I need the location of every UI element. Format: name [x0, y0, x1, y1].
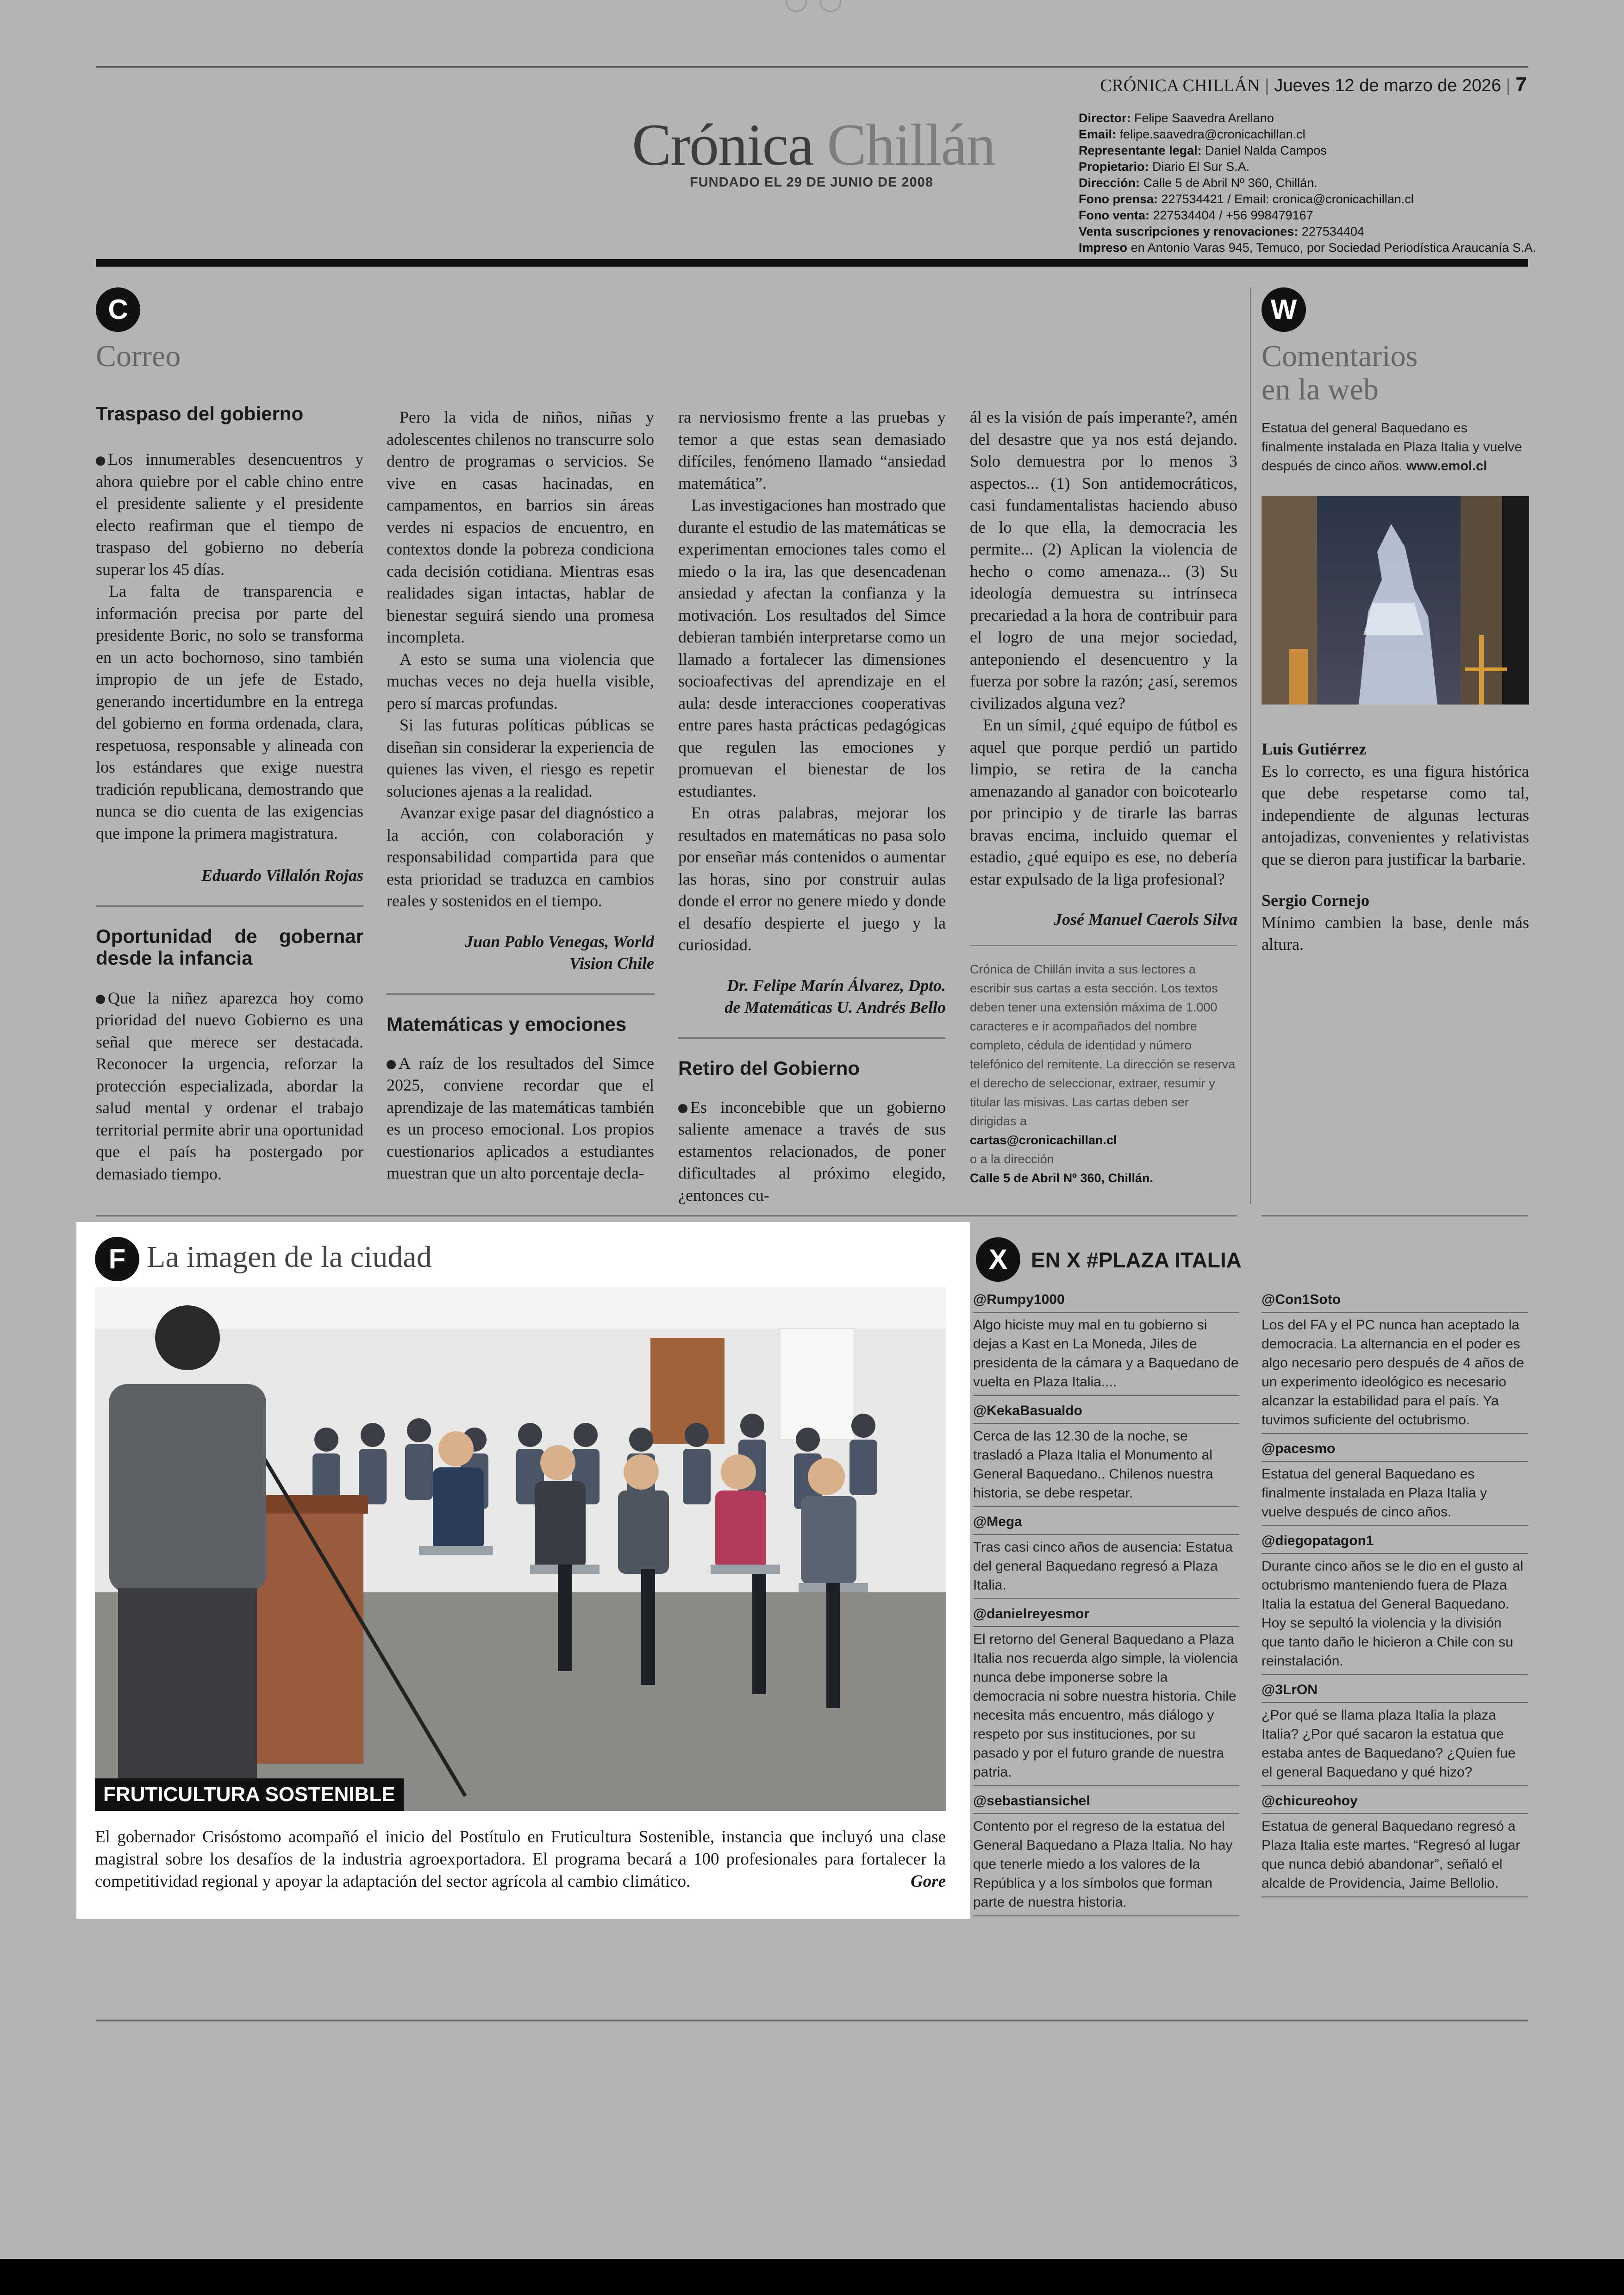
photo-credit: Gore [910, 1872, 946, 1891]
staff-info-line [1079, 240, 1536, 256]
x-post [1262, 1291, 1528, 1434]
x-post [1262, 1681, 1528, 1786]
x-post-handle[interactable]: @diegopatagon1 [1262, 1532, 1528, 1554]
staff-info [1079, 110, 1536, 256]
x-post-handle[interactable]: @Mega [973, 1513, 1239, 1535]
x-post-text: El retorno del General Baquedano a Plaza Italia nos recuerda algo simple, la violencia nunca debe imponerse sobre la democracia ni sobre nuestra historia. Chile necesita más encuentro, más diálogo y respeto por sus instituciones, por su pasado y por el futuro grande de nuestra patria. [973, 1632, 1238, 1780]
letter-text: En otras palabras, mejorar los resultados en matemáticas no pasa solo por enseñar más contenidos o aumentar las horas, sino por construir aulas donde el error no genere miedo y donde el desafío despierte el juego y la curiosidad. [678, 804, 946, 954]
correo-col-1 [96, 403, 363, 1185]
correo-badge: C [96, 287, 140, 332]
x-post-handle[interactable]: @3LrON [1262, 1681, 1528, 1703]
x-posts-right [1262, 1291, 1528, 1903]
web-comments [1262, 419, 1529, 476]
staff-info-value: 227534421 / Email: cronica@cronicachillan.cl [1161, 192, 1414, 206]
staff-info-label: Director: [1079, 111, 1131, 125]
x-post-text: Tras casi cinco años de ausencia: Estatua del general Baquedano regresó a Plaza Italia. [973, 1540, 1233, 1593]
staff-info-label: Propietario: [1079, 160, 1149, 174]
staff-info-label: Fono prensa: [1079, 192, 1158, 206]
letter-text: Que la niñez aparezca hoy como prioridad del nuevo Gobierno es una señal que merece ser destacada. Reconocer la urgencia, reforzar la protección especializada, abordar la salud mental y ordenar el trabajo territorial permite abrir una oportunidad que el país ha postergado por demasiado tiempo. [96, 988, 363, 1183]
staff-info-label: Email: [1079, 127, 1117, 141]
masthead-logo [632, 111, 995, 179]
correo-col-2 [387, 406, 654, 1185]
letter-heading: Matemáticas y emociones [387, 1013, 627, 1035]
x-post-divider [1262, 1433, 1528, 1434]
photo-caption-text: El gobernador Crisóstomo acompañó el inicio del Postítulo en Fruticultura Sostenible, instancia que incluyó una clase magistral sobre los desafíos de la industria agroexportadora. El programa becará a 100 profesionales para fortalecer la competitividad regional y apoyar la adaptación del sector agrícola al cambio climático. [95, 1827, 946, 1891]
staff-info-line [1079, 207, 1536, 224]
page-number: 7 [1515, 73, 1527, 96]
correo-title: Correo [96, 339, 181, 373]
commenter-name: Luis Gutiérrez [1262, 740, 1367, 758]
letter-text: Avanzar exige pasar del diagnóstico a la acción, con colaboración y responsabilidad compartida para que esta prioridad se traduzca en cambios reales y sostenidos en el tiempo. [387, 804, 654, 910]
x-post-divider [1262, 1785, 1528, 1786]
x-post-divider [973, 1395, 1239, 1396]
top-rule [96, 66, 1528, 68]
letter-text: A esto se suma una violencia que muchas veces no deja huella visible, pero sí marcas profundas. [387, 649, 654, 712]
photo-section-title: La imagen de la ciudad [147, 1240, 432, 1274]
web-lead-text: Estatua del general Baquedano es finalmente instalada en Plaza Italia y vuelve después de cinco años. [1262, 421, 1522, 474]
staff-info-label: Impreso [1079, 241, 1128, 255]
bullet-icon [96, 995, 105, 1004]
letter-text: La falta de transparencia e información precisa por parte del presidente Boric, no solo se transforma en un acto bochornoso, sino también impropio de un jefe de Estado, generando incertidumbre en la entrega del gobierno en forma ordenada, clara, respetuosa, responsable y alineada con los estándares que exige nuestra tradición republicana, demostrando que nunca se dio cuenta de las exigencias que impone la primera magistratura. [96, 582, 363, 842]
x-section-title: EN X #PLAZA ITALIA [1031, 1248, 1242, 1272]
seminar-photo [95, 1287, 946, 1811]
baquedano-statue-photo [1262, 496, 1529, 705]
letter-signature: José Manuel Caerols Silva [1053, 910, 1237, 929]
letter-signature: Eduardo Villalón Rojas [201, 866, 363, 885]
x-post-handle[interactable]: @Rumpy1000 [973, 1291, 1239, 1313]
x-post-divider [1262, 1525, 1528, 1526]
web-column-divider [1250, 287, 1251, 1204]
letter-text: Los innumerables desencuentros y ahora quiebre por el cable chino entre el presidente saliente y el presidente electo reafirman que el tiempo de traspaso del gobierno no debería superar los 45 días. [96, 450, 363, 579]
bullet-icon [387, 1060, 396, 1069]
letters-note [970, 960, 1237, 1188]
staff-info-line [1079, 110, 1536, 126]
masthead-part2: Chillán [827, 112, 995, 178]
x-post [1262, 1792, 1528, 1897]
bottom-rule [96, 2020, 1528, 2021]
founded-line: FUNDADO EL 29 DE JUNIO DE 2008 [690, 175, 933, 190]
x-post-handle[interactable]: @sebastiansichel [973, 1792, 1239, 1814]
web-title-line1: Comentarios [1262, 339, 1418, 373]
staff-info-line [1079, 224, 1536, 240]
letter-heading: Traspaso del gobierno [96, 403, 304, 424]
x-post [973, 1513, 1239, 1599]
staff-info-value: Diario El Sur S.A. [1152, 160, 1250, 174]
letter-text: Pero la vida de niños, niñas y adolescentes chilenos no transcurre solo dentro de programas o servicios. Se vive en casas hacinadas, en campamentos, en barrios sin áreas verdes ni espacios de encuentro, en contextos donde la pobreza condiciona cada decisión cotidiana. Mientras esas realidades sigan intactas, hablar de bienestar seguirá siendo una promesa incompleta. [387, 408, 654, 646]
x-post-text: ¿Por qué se llama plaza Italia la plaza Italia? ¿Por qué sacaron la estatua que estaba antes de Baquedano? ¿Quien fue el general Baquedano y qué hizo? [1262, 1708, 1516, 1780]
letters-note-or: o a la dirección [970, 1152, 1054, 1166]
x-post-divider [1262, 1674, 1528, 1675]
folio-name: CRÓNICA CHILLÁN [1100, 76, 1260, 95]
staff-info-value: Daniel Nalda Campos [1205, 143, 1327, 157]
x-post [1262, 1532, 1528, 1675]
x-post-handle[interactable]: @Con1Soto [1262, 1291, 1528, 1313]
x-post-text: Los del FA y el PC nunca han aceptado la democracia. La alternancia en el poder es algo necesario pero después de 4 años de un experimento ideológico es necesario alcanzar la estabilidad para el país. Ya tuvimos suficiente del octubrismo. [1262, 1317, 1524, 1428]
section-divider [96, 1215, 1237, 1216]
letters-email-link[interactable]: cartas@cronicachillan.cl [970, 1133, 1117, 1147]
letter-text: Es inconcebible que un gobierno saliente amenace a través de sus estamentos relacionados, de poner dificultades al próximo elegido, ¿entonces cu- [678, 1098, 946, 1204]
folio: CRÓNICA CHILLÁN | Jueves 12 de marzo de 2026 | 7 [1100, 73, 1527, 96]
x-post-text: Durante cinco años se le dio en el gusto al octubrismo manteniendo fuera de Plaza Italia la estatua del General Baquedano. Hoy se sepultó la violencia y la división que tanto daño le hicieron a Chile con su reinstalación. [1262, 1559, 1524, 1669]
letter-text: Si las futuras políticas públicas se diseñan sin considerar la experiencia de quienes las viven, el riesgo es repetir soluciones ajenas a la realidad. [387, 716, 654, 800]
staff-info-value: felipe.saavedra@cronicachillan.cl [1119, 127, 1305, 141]
section-divider [1262, 1215, 1528, 1216]
prev-page-icon[interactable] [786, 0, 807, 12]
x-post [1262, 1440, 1528, 1526]
x-post-divider [973, 1598, 1239, 1599]
x-post-handle[interactable]: @chicureohoy [1262, 1792, 1528, 1814]
letter-text: ál es la visión de país imperante?, amén del desastre que ya nos está dejando. Solo demuestra por lo menos 3 aspectos... (1) Son antidemocráticos, casi fundamentalistas haciendo abuso de lo que ella, la democracia les permite... (2) Aplican la violencia de hecho o como amenaza... (3) Su ideología demuestra su intrínseca precariedad a la hora de contribuir para el logro de una mejor sociedad, anteponiendo el desencuentro y la fuerza por sobre la razón; ¿así, seremos civilizados alguna vez? [970, 408, 1237, 712]
divider [678, 1037, 946, 1039]
bullet-icon [96, 456, 105, 466]
divider [96, 905, 363, 907]
letter-text: En un símil, ¿qué equipo de fútbol es aquel que porque perdió un partido limpio, se retira de la cancha amenazando al ganador con boicotearlo por principio y de tirarle las barras bravas encima, incluido quemar el estadio, ¿qué equipo es ese, no debería estar expulsado de la liga profesional? [970, 716, 1237, 888]
web-title [1262, 340, 1418, 406]
staff-info-line [1079, 143, 1536, 159]
next-page-icon[interactable] [820, 0, 841, 12]
bullet-icon [678, 1104, 687, 1113]
letter-signature: Juan Pablo Venegas, World Vision Chile [465, 932, 654, 973]
x-post-text: Estatua del general Baquedano es finalmente instalada en Plaza Italia y vuelve después de cinco años. [1262, 1466, 1487, 1520]
letter-heading: Oportunidad de gobernar desde la infancia [96, 925, 363, 969]
x-post-divider [973, 1915, 1239, 1916]
viewer-bottom-bar [0, 2259, 1624, 2295]
staff-info-value: Felipe Saavedra Arellano [1134, 111, 1274, 125]
photo-tag: FRUTICULTURA SOSTENIBLE [95, 1778, 404, 1811]
staff-info-label: Fono venta: [1079, 208, 1149, 222]
x-post [973, 1605, 1239, 1786]
staff-info-value: 227534404 [1301, 225, 1364, 238]
x-post-handle[interactable]: @danielreyesmor [973, 1605, 1239, 1627]
correo-col-4 [970, 406, 1237, 1188]
masthead-part1: Crónica [632, 112, 813, 178]
staff-info-line [1079, 159, 1536, 175]
staff-info-line [1079, 126, 1536, 143]
x-post-text: Contento por el regreso de la estatua del General Baquedano a Plaza Italia. No hay que tenerle miedo a los valores de la República y a los símbolos que forman parte de nuestra historia. [973, 1819, 1233, 1910]
folio-date: Jueves 12 de marzo de 2026 [1274, 76, 1501, 95]
correo-col-3 [678, 406, 946, 1206]
letter-text: Las investigaciones han mostrado que durante el estudio de las matemáticas se experimentan emociones tales como el miedo o la ira, las que desencadenan ansiedad y afectan la confianza y la motivación. Los resultados del Simce debieran también interpretarse como un llamado a fortalecer las dimensiones socioafectivas del aprendizaje en el aula: desde interacciones cooperativas entre pares hasta prácticas pedagógicas que regulen las emociones y promuevan el bienestar de los estudiantes. [678, 496, 946, 800]
x-post [973, 1402, 1239, 1507]
x-post-handle[interactable]: @KekaBasualdo [973, 1402, 1239, 1424]
web-title-line2: en la web [1262, 373, 1379, 406]
x-post-divider [973, 1506, 1239, 1507]
x-post [973, 1792, 1239, 1916]
staff-info-line [1079, 191, 1536, 207]
x-post-divider [1262, 1896, 1528, 1897]
letters-address: Calle 5 de Abril Nº 360, Chillán. [970, 1171, 1153, 1185]
divider [387, 993, 654, 995]
web-comment-list [1262, 738, 1529, 956]
web-badge: W [1262, 287, 1306, 332]
letter-text: ra nerviosismo frente a las pruebas y temor a que estas sean demasiado difíciles, fenómeno llamado “ansiedad matemática”. [678, 408, 946, 493]
x-post-divider [973, 1785, 1239, 1786]
web-lead [1262, 419, 1529, 476]
web-lead-site[interactable]: www.emol.cl [1406, 459, 1487, 474]
letters-note-text: Crónica de Chillán invita a sus lectores a escribir sus cartas a esta sección. Los textos deben tener una extensión máxima de 1.000 caracteres e ir acompañados del nombre completo, cédula de identidad y número telefónico del remitente. La dirección se reserva el derecho de seleccionar, extraer, resumir y titular las misivas. Las cartas deben ser dirigidas a [970, 962, 1236, 1128]
letter-text: A raíz de los resultados del Simce 2025, conviene recordar que el aprendizaje de las matemáticas también es un proceso emocional. Los propios cuestionarios aplicados a estudiantes muestran que un alto porcentaje decla- [387, 1054, 654, 1182]
x-posts-left [973, 1291, 1239, 1922]
staff-info-label: Representante legal: [1079, 143, 1202, 157]
commenter-name: Sergio Cornejo [1262, 891, 1369, 910]
x-post-text: Cerca de las 12.30 de la noche, se trasladó a Plaza Italia el Monumento al General Baquedano.. Chilenos nuestra historia, se debe respetar. [973, 1428, 1213, 1501]
staff-info-line [1079, 175, 1536, 191]
header-thick-rule [96, 259, 1528, 267]
staff-info-value: Calle 5 de Abril Nº 360, Chillán. [1143, 176, 1318, 190]
x-badge: X [976, 1237, 1020, 1282]
divider [970, 945, 1237, 946]
staff-info-label: Venta suscripciones y renovaciones: [1079, 225, 1299, 238]
letter-heading: Retiro del Gobierno [678, 1057, 860, 1079]
letter-signature: Dr. Felipe Marín Álvarez, Dpto. de Matemáticas U. Andrés Bello [725, 976, 946, 1017]
x-post [973, 1291, 1239, 1396]
photo-badge: F [95, 1237, 139, 1281]
staff-info-label: Dirección: [1079, 176, 1140, 190]
staff-info-value: en Antonio Varas 945, Temuco, por Sociedad Periodística Araucanía S.A. [1131, 241, 1537, 255]
x-post-text: Algo hiciste muy mal en tu gobierno si dejas a Kast en La Moneda, Jiles de presidenta de la cámara y a Baquedano de vuelta en Plaza Italia.... [973, 1317, 1239, 1390]
comment-text: Es lo correcto, es una figura histórica que debe respetarse como tal, independiente de algunas lecturas antojadizas, convenientes y relativistas que se dieron para justificar la barbarie. [1262, 761, 1529, 868]
x-post-text: Estatua de general Baquedano regresó a Plaza Italia este martes. “Regresó al lugar que nunca debió abandonar”, señaló el alcalde de Providencia, Jaime Bellolio. [1262, 1819, 1520, 1891]
city-image-panel [76, 1222, 970, 1919]
comment-text: Mínimo cambien la base, denle más altura. [1262, 913, 1529, 954]
staff-info-value: 227534404 / +56 998479167 [1153, 208, 1313, 222]
x-post-handle[interactable]: @pacesmo [1262, 1440, 1528, 1462]
photo-caption [95, 1826, 946, 1893]
